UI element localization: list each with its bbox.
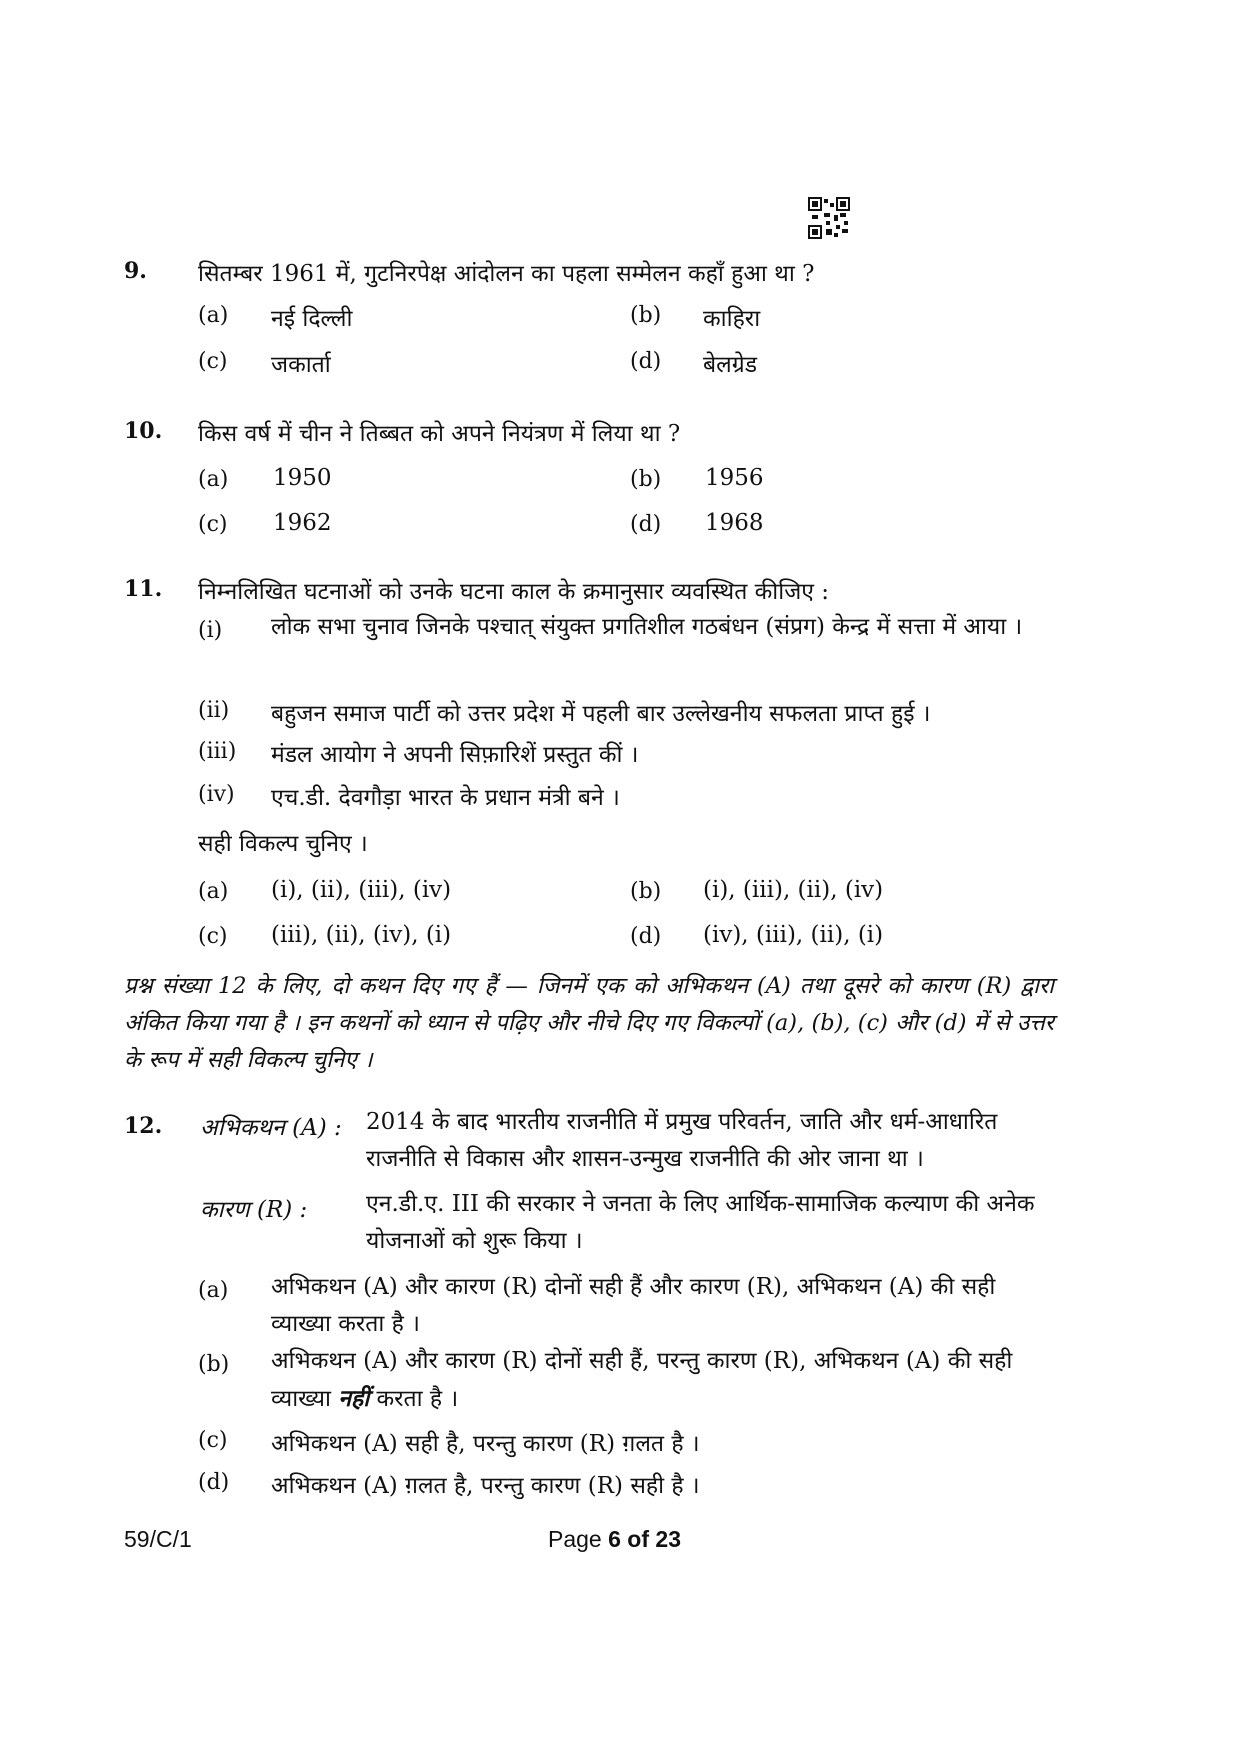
- question-9-text: सितम्बर 1961 में, गुटनिरपेक्ष आंदोलन का पहला सम्मेलन कहाँ हुआ था ?: [198, 261, 815, 287]
- q11-event-i-text: लोक सभा चुनाव जिनके पश्चात् संयुक्त प्रगतिशील गठबंधन (संप्रग) केन्द्र में सत्ता में आया ।: [271, 614, 1023, 640]
- q10-option-c-text: 1962: [273, 510, 332, 536]
- page-prefix: Page: [548, 1526, 609, 1552]
- q10-option-b-label: (b): [630, 467, 662, 492]
- q11-choose-instruction: सही विकल्प चुनिए ।: [198, 831, 368, 857]
- q12-option-c-label: (c): [198, 1428, 228, 1453]
- q10-option-a-label: (a): [198, 467, 229, 492]
- q10-option-d-text: 1968: [705, 510, 764, 536]
- question-10-number: 10.: [124, 418, 163, 444]
- q11-event-iv-text: एच.डी. देवगौड़ा भारत के प्रधान मंत्री बने ।: [271, 785, 620, 811]
- q9-option-d-text: बेलग्रेड: [703, 352, 758, 378]
- paper-code: 59/C/1: [124, 1526, 192, 1552]
- q11-option-a-label: (a): [198, 879, 229, 904]
- q11-event-ii-label: (ii): [198, 698, 230, 723]
- q11-option-a-text: (i), (ii), (iii), (iv): [271, 877, 452, 903]
- q9-option-b-text: काहिरा: [703, 306, 761, 332]
- q12-option-b-text-before: अभिकथन (A) और कारण (R) दोनों सही हैं, परन्तु कारण (R), अभिकथन (A) की सही व्याख्या: [271, 1348, 1013, 1412]
- q11-event-iii-label: (iii): [198, 739, 237, 764]
- question-12-number: 12.: [124, 1113, 163, 1139]
- q12-option-c-text: अभिकथन (A) सही है, परन्तु कारण (R) ग़लत है ।: [271, 1431, 700, 1457]
- q12-reason-label: कारण (R) :: [200, 1197, 308, 1223]
- question-9-number: 9.: [124, 258, 147, 284]
- page-number: [548, 1526, 681, 1553]
- q10-option-d-label: (d): [630, 512, 662, 537]
- q11-option-d-text: (iv), (iii), (ii), (i): [703, 922, 884, 948]
- q12-option-d-text: अभिकथन (A) ग़लत है, परन्तु कारण (R) सही है ।: [271, 1473, 700, 1499]
- q11-option-c-text: (iii), (ii), (iv), (i): [271, 922, 452, 948]
- q11-event-ii-text: बहुजन समाज पार्टी को उत्तर प्रदेश में पहली बार उल्लेखनीय सफलता प्राप्त हुई ।: [271, 701, 931, 727]
- q12-option-b-text: [271, 1343, 1054, 1418]
- page-current: 6: [608, 1526, 621, 1552]
- q9-option-d-label: (d): [630, 349, 662, 374]
- assertion-reason-instruction: प्रश्न संख्या 12 के लिए, दो कथन दिए गए हैं — जिनमें एक को अभिकथन (A) तथा दूसरे को कारण (R) द्वारा अंकित किया गया है । इन कथनों को ध्यान से पढ़िए और नीचे दिए गए विकल्पों (a), (b), (c) और (d) में से उत्तर के रूप में सही विकल्प चुनिए ।: [124, 973, 1054, 1073]
- q12-option-a-text: अभिकथन (A) और कारण (R) दोनों सही हैं और कारण (R), अभिकथन (A) की सही व्याख्या करता है ।: [271, 1274, 996, 1337]
- q11-option-d-label: (d): [630, 924, 662, 949]
- q10-option-c-label: (c): [198, 512, 228, 537]
- q10-option-b-text: 1956: [705, 465, 764, 491]
- q11-event-i-label: (i): [198, 618, 223, 643]
- q12-option-d-label: (d): [198, 1470, 230, 1495]
- q11-event-iv-label: (iv): [198, 782, 235, 807]
- page-total: 23: [655, 1526, 681, 1552]
- q12-reason-text: एन.डी.ए. III की सरकार ने जनता के लिए आर्थिक-सामाजिक कल्याण की अनेक योजनाओं को शुरू किया ।: [366, 1191, 1035, 1254]
- q11-option-b-text: (i), (iii), (ii), (iv): [703, 877, 884, 903]
- q12-assertion-text: 2014 के बाद भारतीय राजनीति में प्रमुख परिवर्तन, जाति और धर्म-आधारित राजनीति से विकास और शासन-उन्मुख राजनीति की ओर जाना था ।: [366, 1109, 998, 1172]
- q11-event-iii-text: मंडल आयोग ने अपनी सिफ़ारिशें प्रस्तुत कीं ।: [271, 742, 639, 768]
- page-of: of: [620, 1526, 656, 1552]
- q12-option-b-text-after: करता है ।: [376, 1386, 459, 1412]
- q10-option-a-text: 1950: [273, 465, 332, 491]
- q11-option-c-label: (c): [198, 924, 228, 949]
- q9-option-a-label: (a): [198, 303, 229, 328]
- question-11-number: 11.: [124, 576, 163, 602]
- q12-option-b-emphasis: नहीं: [338, 1385, 370, 1412]
- q9-option-b-label: (b): [630, 303, 662, 328]
- q9-option-c-text: जकार्ता: [271, 352, 331, 378]
- q9-option-a-text: नई दिल्ली: [271, 306, 353, 332]
- q11-option-b-label: (b): [630, 879, 662, 904]
- q12-option-a-label: (a): [198, 1278, 229, 1303]
- question-10-text: किस वर्ष में चीन ने तिब्बत को अपने नियंत्रण में लिया था ?: [198, 421, 681, 447]
- q12-option-b-label: (b): [198, 1352, 230, 1377]
- qr-code-icon: [808, 197, 850, 239]
- q12-assertion-label: अभिकथन (A) :: [200, 1115, 342, 1141]
- q9-option-c-label: (c): [198, 349, 228, 374]
- question-11-text: निम्नलिखित घटनाओं को उनके घटना काल के क्रमानुसार व्यवस्थित कीजिए :: [198, 579, 830, 605]
